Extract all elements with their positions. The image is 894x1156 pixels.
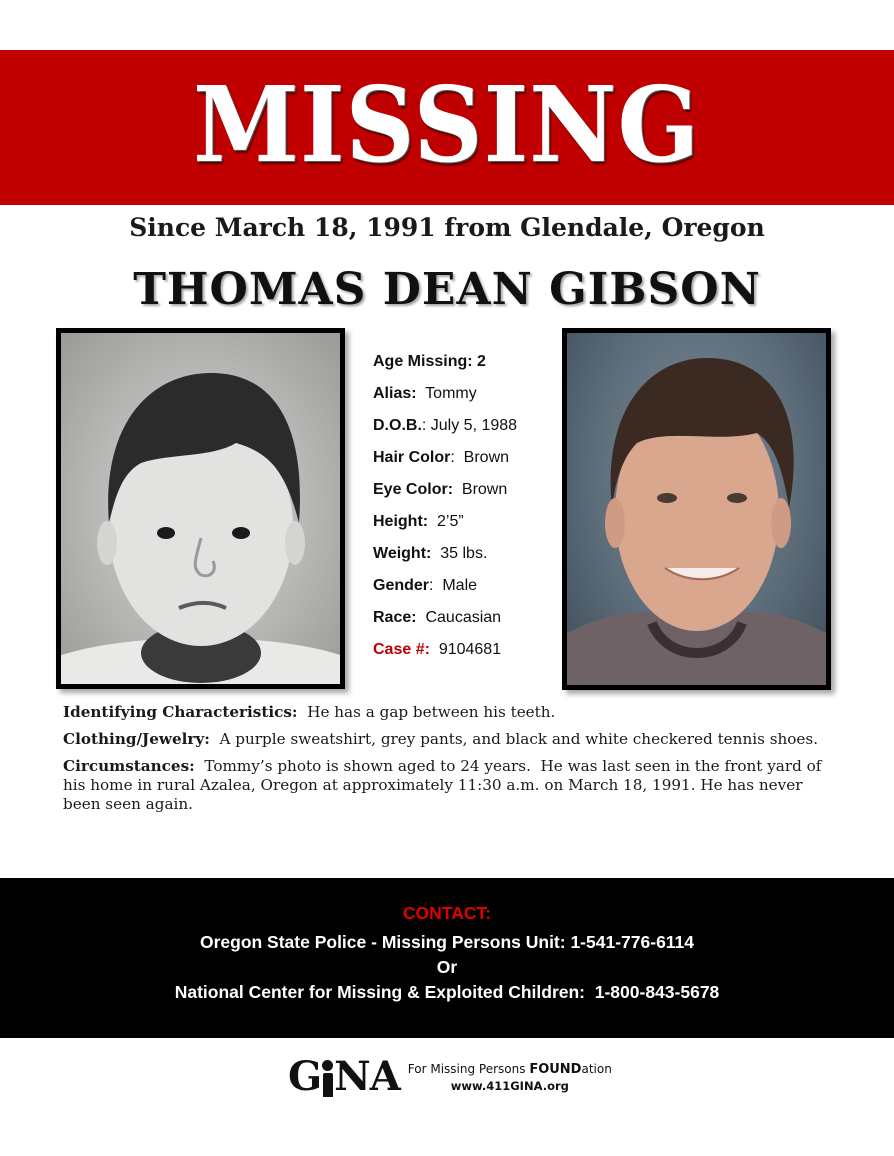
adult-portrait-icon [567,333,826,685]
fact-case-number [373,634,553,666]
fact-label: Eye Color: [373,481,454,498]
fact-race [373,602,553,634]
fact-alias [373,378,553,410]
fact-value: 9104681 [429,641,502,658]
footer-logo [288,1052,628,1102]
fact-hair-color [373,442,553,474]
foundation-tagline [408,1061,612,1078]
fact-eye-color [373,474,553,506]
contact-or-separator: Or [436,957,458,977]
age-progressed-photo [562,328,831,690]
circumstances-text: Tommy’s photo is shown aged to 24 years. He was last seen in the front yard of his home in rural Azalea, Oregon at approximately 11:30 a.m. on March 18, 1991. He has never been seen again. [63,757,827,813]
fact-value: 35 lbs. [431,545,488,562]
circumstances [63,757,843,814]
fact-label: Age Missing: [373,353,473,370]
case-details [63,703,843,822]
gina-logo-g: G [288,1053,322,1100]
identifying-text: He has a gap between his teeth. [297,703,556,721]
identifying-characteristics [63,703,843,722]
childhood-photo [56,328,345,689]
circumstances-label: Circumstances: [63,757,195,775]
fact-label: Alias: [373,385,417,402]
contact-box [0,878,894,1038]
fact-value: Tommy [416,385,477,402]
tagline-suffix: ation [581,1061,612,1076]
missing-banner [0,50,894,205]
fact-label: Case #: [373,641,430,658]
clothing-text: A purple sweatshirt, grey pants, and black and white checkered tennis shoes. [209,730,819,748]
fact-label: Gender [373,577,430,594]
contact-ncmec: National Center for Missing & Exploited Children: 1-800-843-5678 [174,982,720,1002]
person-name: THOMAS DEAN GIBSON [133,264,761,315]
identifying-label: Identifying Characteristics: [63,703,298,721]
tagline-prefix: For Missing Persons [407,1061,530,1076]
fact-height [373,506,553,538]
clothing-label: Clothing/Jewelry: [63,730,210,748]
fact-age-missing [373,346,553,378]
gina-logo-na: NA [334,1053,400,1100]
person-icon [322,1060,333,1097]
gina-logo [288,1053,400,1100]
fact-value: 2’5” [428,513,464,530]
clothing-jewelry [63,730,843,749]
fact-label: Height: [373,513,429,530]
fact-value: Caucasian [416,609,502,626]
fact-value: : July 5, 1988 [421,417,518,434]
child-portrait-icon [61,333,340,684]
missing-title: MISSING [193,62,701,186]
tagline-strong: FOUND [529,1061,582,1077]
foundation-url: www.411GINA.org [450,1078,569,1093]
fact-label: Hair Color [373,449,451,466]
fact-label: Race: [373,609,417,626]
fact-value: 2 [472,353,486,370]
foundation-text [408,1061,612,1094]
missing-since-subtitle: Since March 18, 1991 from Glendale, Oregon [129,213,765,242]
contact-title: CONTACT: [402,903,492,923]
fact-label: Weight: [373,545,432,562]
fact-value: : Male [429,577,478,594]
facts-list [373,346,553,666]
fact-weight [373,538,553,570]
fact-label: D.O.B. [373,417,422,434]
fact-value: Brown [453,481,508,498]
fact-dob [373,410,553,442]
fact-gender [373,570,553,602]
fact-value: : Brown [450,449,510,466]
contact-oregon-state-police: Oregon State Police - Missing Persons Unit: 1-541-776-6114 [199,932,695,952]
